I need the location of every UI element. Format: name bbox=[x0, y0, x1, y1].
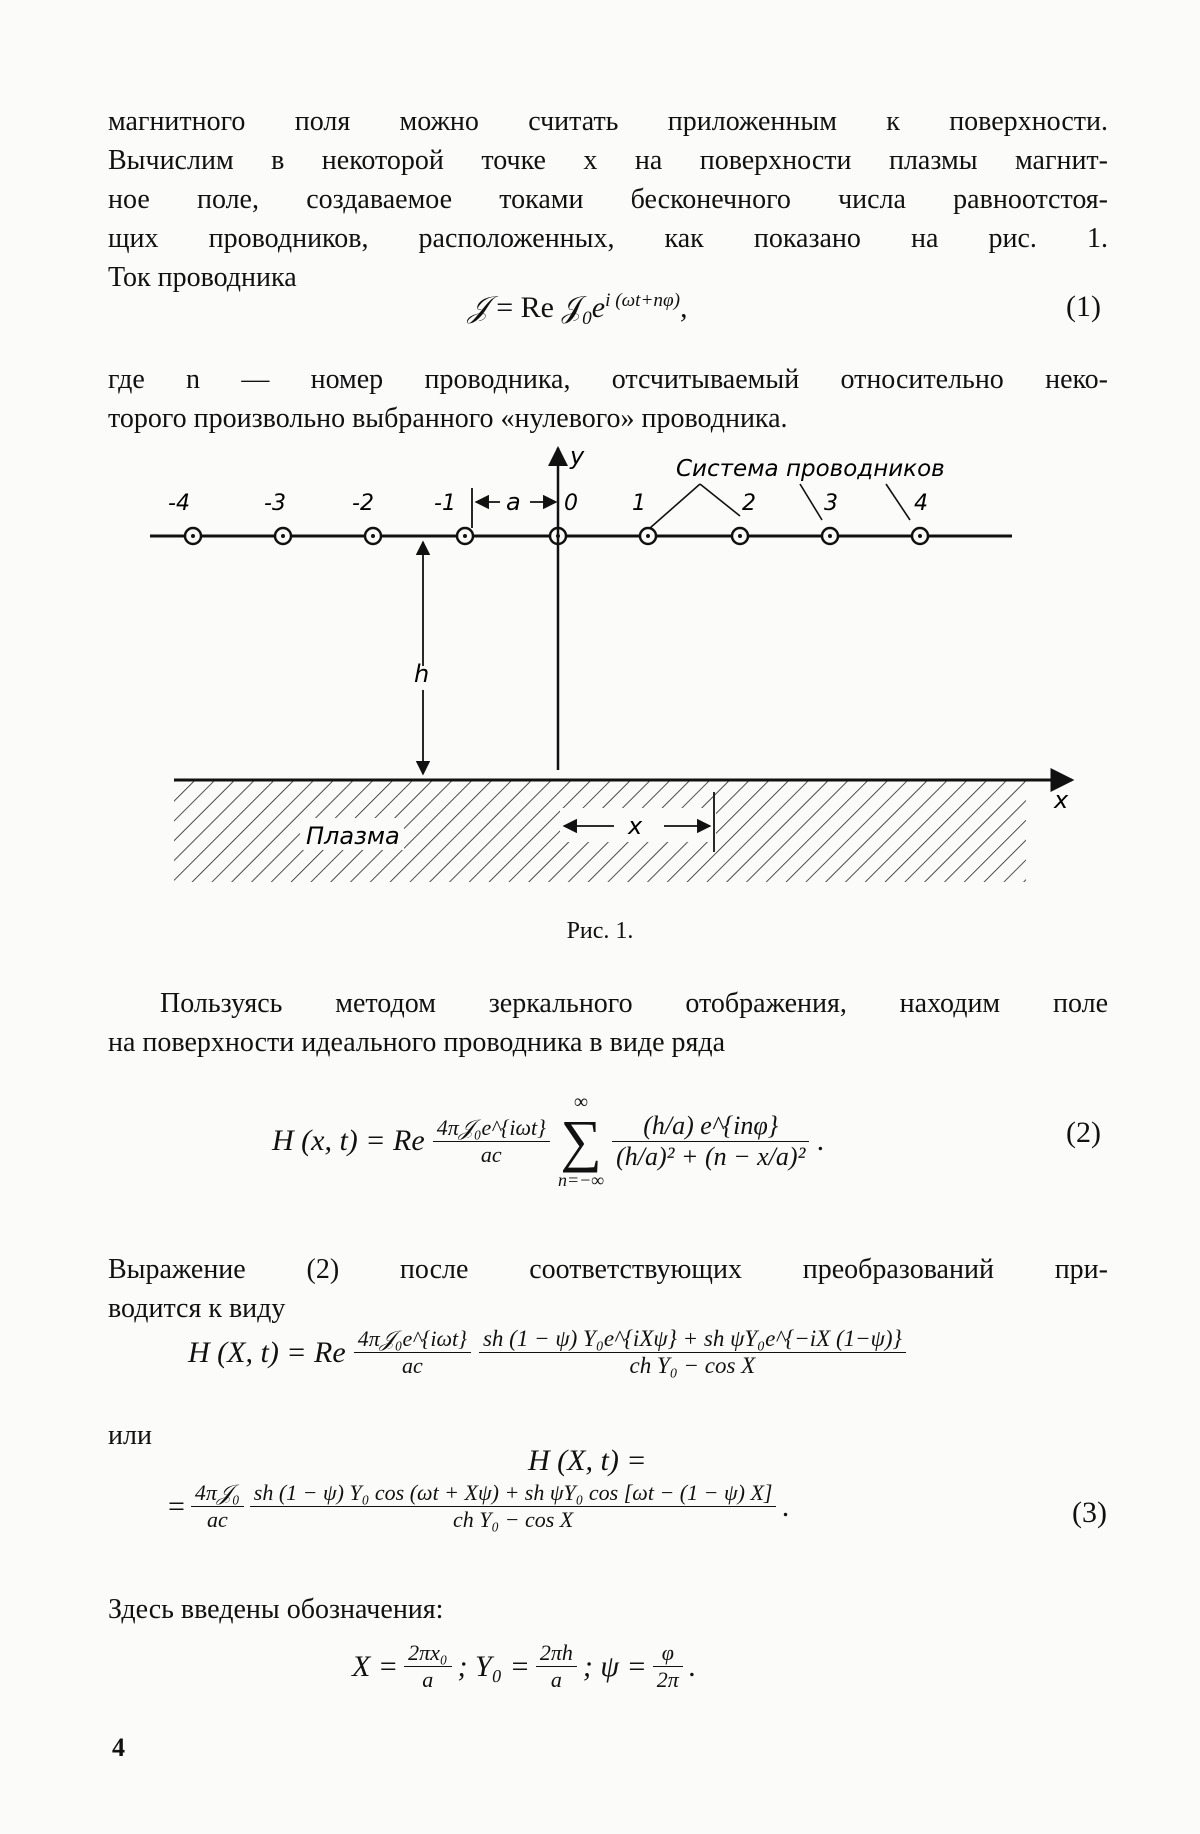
eq3-coef-den: ac bbox=[206, 1507, 228, 1532]
equation-3 bbox=[168, 1480, 790, 1533]
eq3-coefficient bbox=[191, 1480, 244, 1533]
conductor-marker bbox=[185, 528, 201, 544]
eq3a-coef-den: ac bbox=[401, 1353, 423, 1378]
eq2-term-num: (h/a) e^{inφ} bbox=[612, 1111, 809, 1142]
eq3a-coefficient bbox=[354, 1326, 471, 1379]
y-axis-label: y bbox=[570, 442, 585, 470]
conductor-label: -3 bbox=[264, 491, 286, 516]
text-line: Ток проводника bbox=[108, 262, 297, 293]
equation-number-1: (1) bbox=[1066, 290, 1101, 323]
system-leader-lines bbox=[650, 484, 910, 528]
eq4-y: ; Y₀ = bbox=[457, 1649, 530, 1683]
text-line: щих проводников, расположенных, как показано на рис. 1. bbox=[108, 223, 1108, 254]
text-line: Вычислим в некоторой точке x на поверхности плазмы магнит- bbox=[108, 145, 1108, 176]
paragraph-3 bbox=[108, 984, 1108, 1062]
eq3-equals: = bbox=[168, 1489, 185, 1523]
x-axis-label: x bbox=[1054, 786, 1069, 814]
paragraph-2 bbox=[108, 360, 1108, 438]
eq2-sum-top: ∞ bbox=[573, 1091, 589, 1113]
equation-3a bbox=[188, 1326, 906, 1379]
eq4-psi-frac bbox=[653, 1640, 683, 1693]
eq4-x-den: a bbox=[422, 1667, 434, 1692]
text-line: Здесь введены обозначения: bbox=[108, 1594, 444, 1625]
eq3a-main bbox=[479, 1326, 906, 1379]
eq2-sum bbox=[558, 1092, 604, 1190]
eq4-x-num: 2πx₀ bbox=[404, 1640, 451, 1667]
text-line: Выражение (2) после соответствующих преобразований при- bbox=[108, 1254, 1108, 1285]
conductor-label: -4 bbox=[168, 491, 190, 516]
conductor-marker bbox=[640, 528, 656, 544]
eq1-exp: i (ωt+nφ) bbox=[605, 290, 681, 311]
conductor-label: 2 bbox=[742, 491, 756, 516]
conductor-marker bbox=[732, 528, 748, 544]
height-label: h bbox=[414, 660, 430, 688]
text-line: ное поле, создаваемое токами бесконечного числа равноотстоя- bbox=[108, 184, 1108, 215]
x-distance-label: x bbox=[628, 812, 643, 840]
paragraph-4 bbox=[108, 1250, 1108, 1328]
conductor-marker bbox=[365, 528, 381, 544]
eq2-tail: . bbox=[817, 1124, 825, 1157]
eq3a-main-num: sh (1 − ψ) Y₀e^{iXψ} + sh ψY₀e^{−iX (1−ψ)} bbox=[479, 1326, 906, 1353]
eq3-main-den: ch Y₀ − cos X bbox=[452, 1507, 574, 1532]
eq4-y-den: a bbox=[550, 1667, 562, 1692]
eq3-tail: . bbox=[782, 1489, 790, 1523]
eq3-main bbox=[250, 1480, 777, 1533]
eq4-psi-num: φ bbox=[653, 1640, 683, 1667]
eq2-term bbox=[612, 1111, 809, 1172]
eq1-re: = Re 𝒥 bbox=[496, 291, 583, 324]
page-number: 4 bbox=[112, 1733, 125, 1762]
eq4-psi-den: 2π bbox=[656, 1667, 679, 1692]
conductor-marker bbox=[822, 528, 838, 544]
equation-number-3: (3) bbox=[1072, 1496, 1107, 1529]
eq3a-lhs: H (X, t) = Re bbox=[188, 1335, 346, 1369]
eq4-y-frac bbox=[536, 1640, 577, 1693]
eq3a-main-den: ch Y₀ − cos X bbox=[629, 1353, 756, 1378]
eq4-y-num: 2πh bbox=[536, 1640, 577, 1667]
conductor-label: 0 bbox=[564, 491, 578, 516]
eq2-coef-den: ac bbox=[480, 1141, 502, 1167]
conductor-label: 4 bbox=[914, 491, 928, 516]
text-line: на поверхности идеального проводника в виде ряда bbox=[108, 1027, 726, 1058]
sum-symbol: ∑ bbox=[560, 1108, 602, 1173]
conductor-label: -2 bbox=[352, 491, 374, 516]
spacing-label: a bbox=[506, 488, 521, 516]
eq4-psi: ; ψ = bbox=[582, 1649, 647, 1683]
eq2-coef-num: 4π𝒥₀e^{iωt} bbox=[433, 1115, 550, 1142]
figure-caption: Рис. 1. bbox=[566, 918, 634, 944]
eq4-tail: . bbox=[688, 1649, 697, 1683]
eq3-main-num: sh (1 − ψ) Y₀ cos (ωt + Xψ) + sh ψY₀ cos [ωt − (1 − ψ) X] bbox=[250, 1480, 777, 1507]
conductor-label: 3 bbox=[824, 491, 838, 516]
eq3a-coef-num: 4π𝒥₀e^{iωt} bbox=[354, 1326, 471, 1353]
text-line: водится к виду bbox=[108, 1293, 286, 1324]
conductor-marker bbox=[912, 528, 928, 544]
equation-4 bbox=[352, 1640, 696, 1693]
system-label: Система проводников bbox=[676, 456, 945, 482]
conductor-label: 1 bbox=[632, 491, 646, 516]
text-line: магнитного поля можно считать приложенным к поверхности. bbox=[108, 106, 1108, 137]
figure-1 bbox=[0, 440, 1200, 900]
eq1-e: e bbox=[591, 291, 606, 324]
paragraph-5 bbox=[108, 1590, 1108, 1629]
eq4-x-frac bbox=[404, 1640, 451, 1693]
text-line: торого произвольно выбранного «нулевого» проводника. bbox=[108, 403, 788, 434]
eq1-tail: , bbox=[680, 291, 688, 324]
eq1-sub: 0 bbox=[582, 308, 592, 329]
eq1-lhs: 𝒥 bbox=[468, 291, 489, 324]
equation-2 bbox=[272, 1092, 825, 1190]
eq2-sum-bottom: n=−∞ bbox=[557, 1170, 605, 1190]
equation-1 bbox=[468, 290, 688, 330]
equation-number-2: (2) bbox=[1066, 1116, 1101, 1149]
plasma-label: Плазма bbox=[306, 822, 400, 850]
eq2-lhs: H (x, t) = Re bbox=[272, 1124, 425, 1157]
conductor-marker bbox=[275, 528, 291, 544]
text-line: Пользуясь методом зеркального отображения, находим поле bbox=[160, 988, 1108, 1019]
word-or: или bbox=[108, 1420, 152, 1451]
eq2-coefficient bbox=[433, 1115, 550, 1168]
conductor-label: -1 bbox=[434, 491, 456, 516]
paragraph-1 bbox=[108, 102, 1108, 297]
eq2-term-den: (h/a)² + (n − x/a)² bbox=[616, 1141, 806, 1171]
equation-3-line1: H (X, t) = bbox=[528, 1444, 647, 1477]
eq3-coef-num: 4π𝒥₀ bbox=[191, 1480, 244, 1507]
conductor-marker bbox=[457, 528, 473, 544]
eq4-x: X = bbox=[352, 1649, 399, 1683]
text-line: где n — номер проводника, отсчитываемый относительно неко- bbox=[108, 364, 1108, 395]
